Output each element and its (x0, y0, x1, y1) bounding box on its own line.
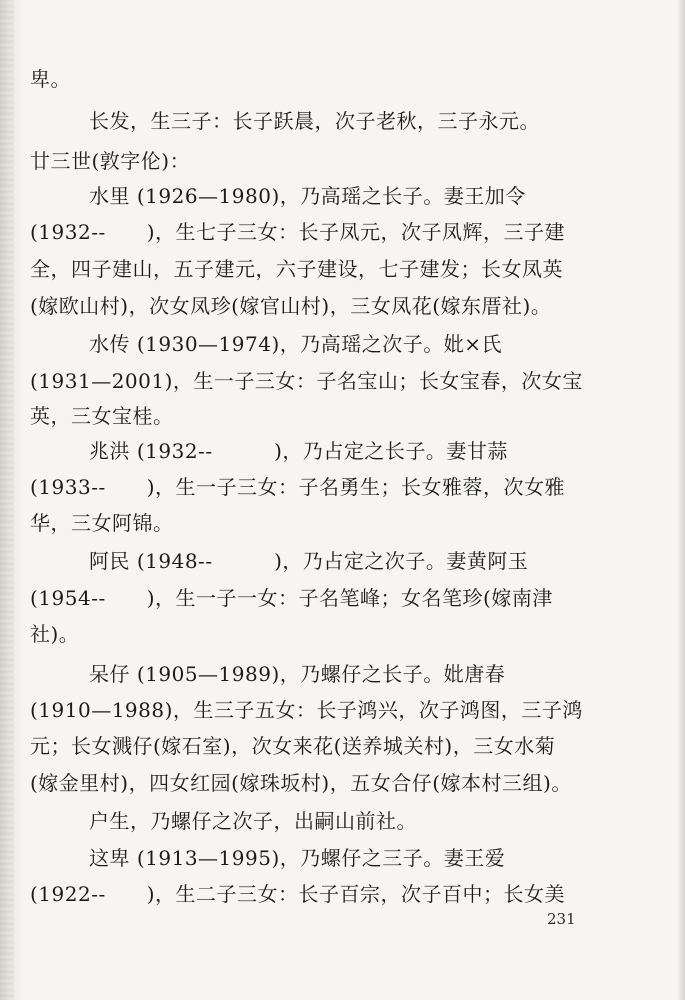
text-line-9: (1931—2001)，生一子三女：子名宝山；长女宝春，次女宝 (30, 369, 583, 393)
text-line-6: 全，四子建山，五子建元，六子建设，七子建发；长女凤英 (30, 257, 563, 281)
text-line-18: (1910—1988)，生三子五女：长子鸿兴，次子鸿图，三子鸿 (30, 698, 583, 722)
text-line-20: (嫁金里村)，四女红园(嫁珠坂村)，五女合仔(嫁本村三组)。 (30, 771, 572, 795)
page-number: 231 (547, 910, 576, 928)
text-line-23: (1922-- )，生二子三女：长子百宗，次子百中；长女美 (30, 882, 566, 906)
text-line-16: 社)。 (30, 622, 80, 646)
text-line-14: 阿民 (1948-- )，乃占定之次子。妻黄阿玉 (89, 549, 529, 573)
text-line-5: (1932-- )，生七子三女：长子凤元，次子凤辉，三子建 (30, 220, 566, 244)
text-line-15: (1954-- )，生一子一女：子名笔峰；女名笔珍(嫁南津 (30, 586, 553, 610)
text-line-22: 这卑 (1913—1995)，乃螺仔之三子。妻王爱 (89, 846, 506, 870)
page-edge-shadow (677, 0, 685, 1000)
text-line-7: (嫁欧山村)，次女凤珍(嫁官山村)，三女凤花(嫁东厝社)。 (30, 294, 552, 318)
section-heading: 廿三世(敦字伦)： (30, 149, 191, 173)
text-line-19: 元；长女溅仔(嫁石室)，次女来花(送养城关村)，三女水菊 (30, 734, 556, 758)
text-line-1: 卑。 (30, 67, 71, 91)
text-line-4: 水里 (1926—1980)，乃高瑶之长子。妻王加令 (89, 184, 526, 208)
text-line-8: 水传 (1930—1974)，乃高瑶之次子。妣×氏 (89, 332, 503, 356)
text-line-21: 户生，乃螺仔之次子，出嗣山前社。 (89, 809, 417, 833)
binding-gutter-shadow (0, 0, 14, 1000)
text-line-12: (1933-- )，生一子三女：子名勇生；长女雅蓉，次女雅 (30, 475, 566, 499)
text-line-2: 长发，生三子：长子跃晨，次子老秋，三子永元。 (89, 109, 540, 133)
text-line-10: 英，三女宝桂。 (30, 404, 174, 428)
text-line-11: 兆洪 (1932-- )，乃占定之长子。妻甘蒜 (89, 439, 508, 463)
text-line-17: 呆仔 (1905—1989)，乃螺仔之长子。妣唐春 (89, 662, 506, 686)
text-line-13: 华，三女阿锦。 (30, 511, 174, 535)
